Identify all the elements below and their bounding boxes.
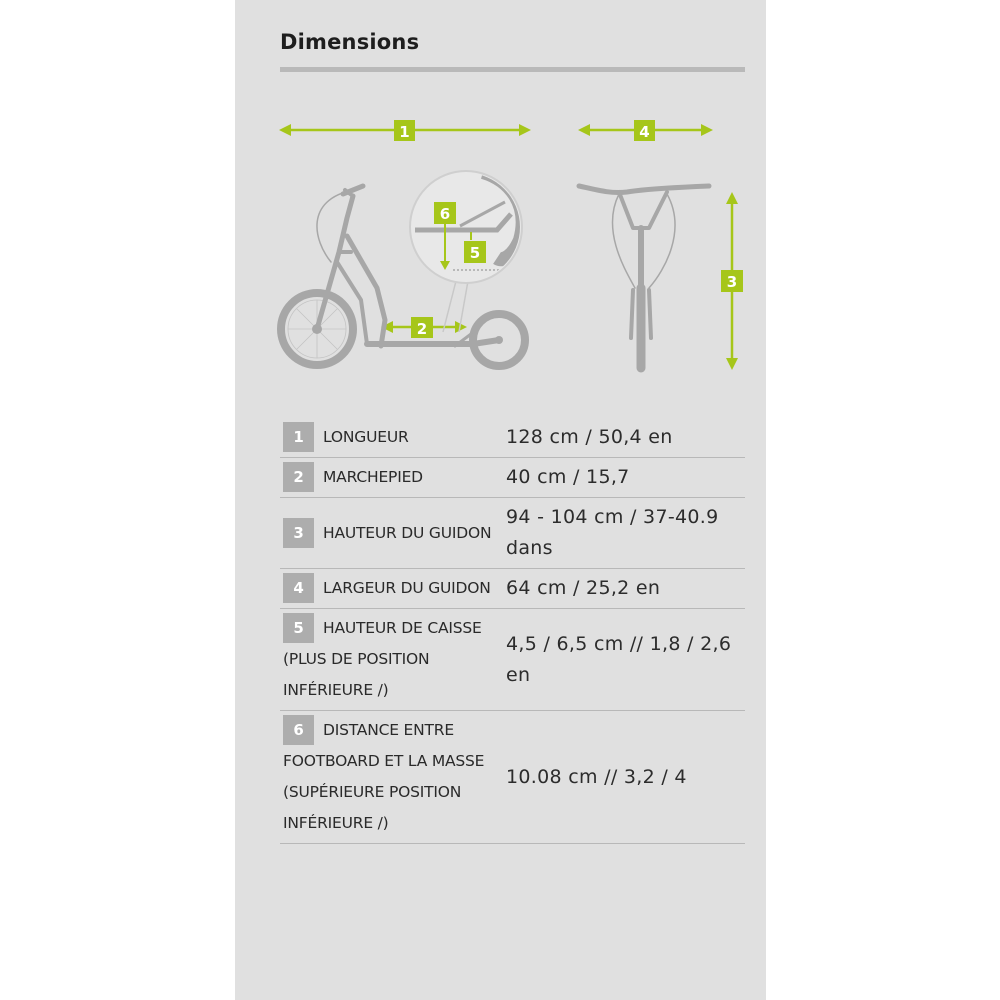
dimension-value: 4,5 / 6,5 cm // 1,8 / 2,6 en: [503, 609, 745, 711]
dimension-value: 10.08 cm // 3,2 / 4: [503, 711, 745, 844]
svg-text:1: 1: [399, 123, 410, 141]
row-number-badge: 2: [283, 462, 314, 492]
row-number-badge: 4: [283, 573, 314, 603]
table-row: [280, 418, 745, 458]
scooter-front-view: [579, 186, 709, 368]
svg-text:6: 6: [439, 205, 451, 223]
dimension-label-text: MARCHEPIED: [323, 468, 423, 486]
dimensions-table: [280, 418, 745, 844]
dimension-label-text: HAUTEUR DE CAISSE (PLUS DE POSITION INFÉRIEURE /): [283, 619, 482, 699]
svg-text:3: 3: [726, 273, 738, 291]
row-number-badge: 5: [283, 613, 314, 643]
dimension-label: [280, 418, 503, 458]
dimension-label: [280, 711, 503, 844]
section-title: Dimensions: [280, 30, 420, 54]
marker-3: [721, 270, 743, 292]
marker-2: [411, 317, 433, 338]
dimension-value: 128 cm / 50,4 en: [503, 418, 745, 458]
row-number-badge: 6: [283, 715, 314, 745]
svg-text:4: 4: [639, 123, 650, 141]
dimension-value: 64 cm / 25,2 en: [503, 569, 745, 609]
dimension-label: [280, 458, 503, 498]
table-row: [280, 458, 745, 498]
dimension-label-text: LONGUEUR: [323, 428, 409, 446]
table-row: [280, 569, 745, 609]
table-row: [280, 498, 745, 569]
dimension-label: [280, 609, 503, 711]
marker-1: [394, 120, 415, 141]
dimension-label: [280, 569, 503, 609]
svg-text:2: 2: [416, 320, 428, 338]
row-number-badge: 1: [283, 422, 314, 452]
dimension-label-text: HAUTEUR DU GUIDON: [323, 523, 492, 542]
row-number-badge: 3: [283, 518, 314, 548]
dimension-value: 94 - 104 cm / 37-40.9 dans: [503, 498, 745, 569]
table-row: [280, 609, 745, 711]
marker-5: [464, 241, 486, 263]
dimension-label-text: LARGEUR DU GUIDON: [323, 579, 491, 597]
dimension-value: 40 cm / 15,7: [503, 458, 745, 498]
dimensions-panel: [235, 0, 766, 1000]
dimension-label-text: DISTANCE ENTRE FOOTBOARD ET LA MASSE (SUPÉRIEURE POSITION INFÉRIEURE /): [283, 721, 485, 832]
scooter-dimension-diagram: [235, 0, 766, 400]
marker-6: [434, 202, 456, 224]
svg-text:5: 5: [469, 244, 481, 262]
marker-4: [634, 120, 655, 141]
dimension-label: [280, 498, 503, 569]
table-row: [280, 711, 745, 844]
